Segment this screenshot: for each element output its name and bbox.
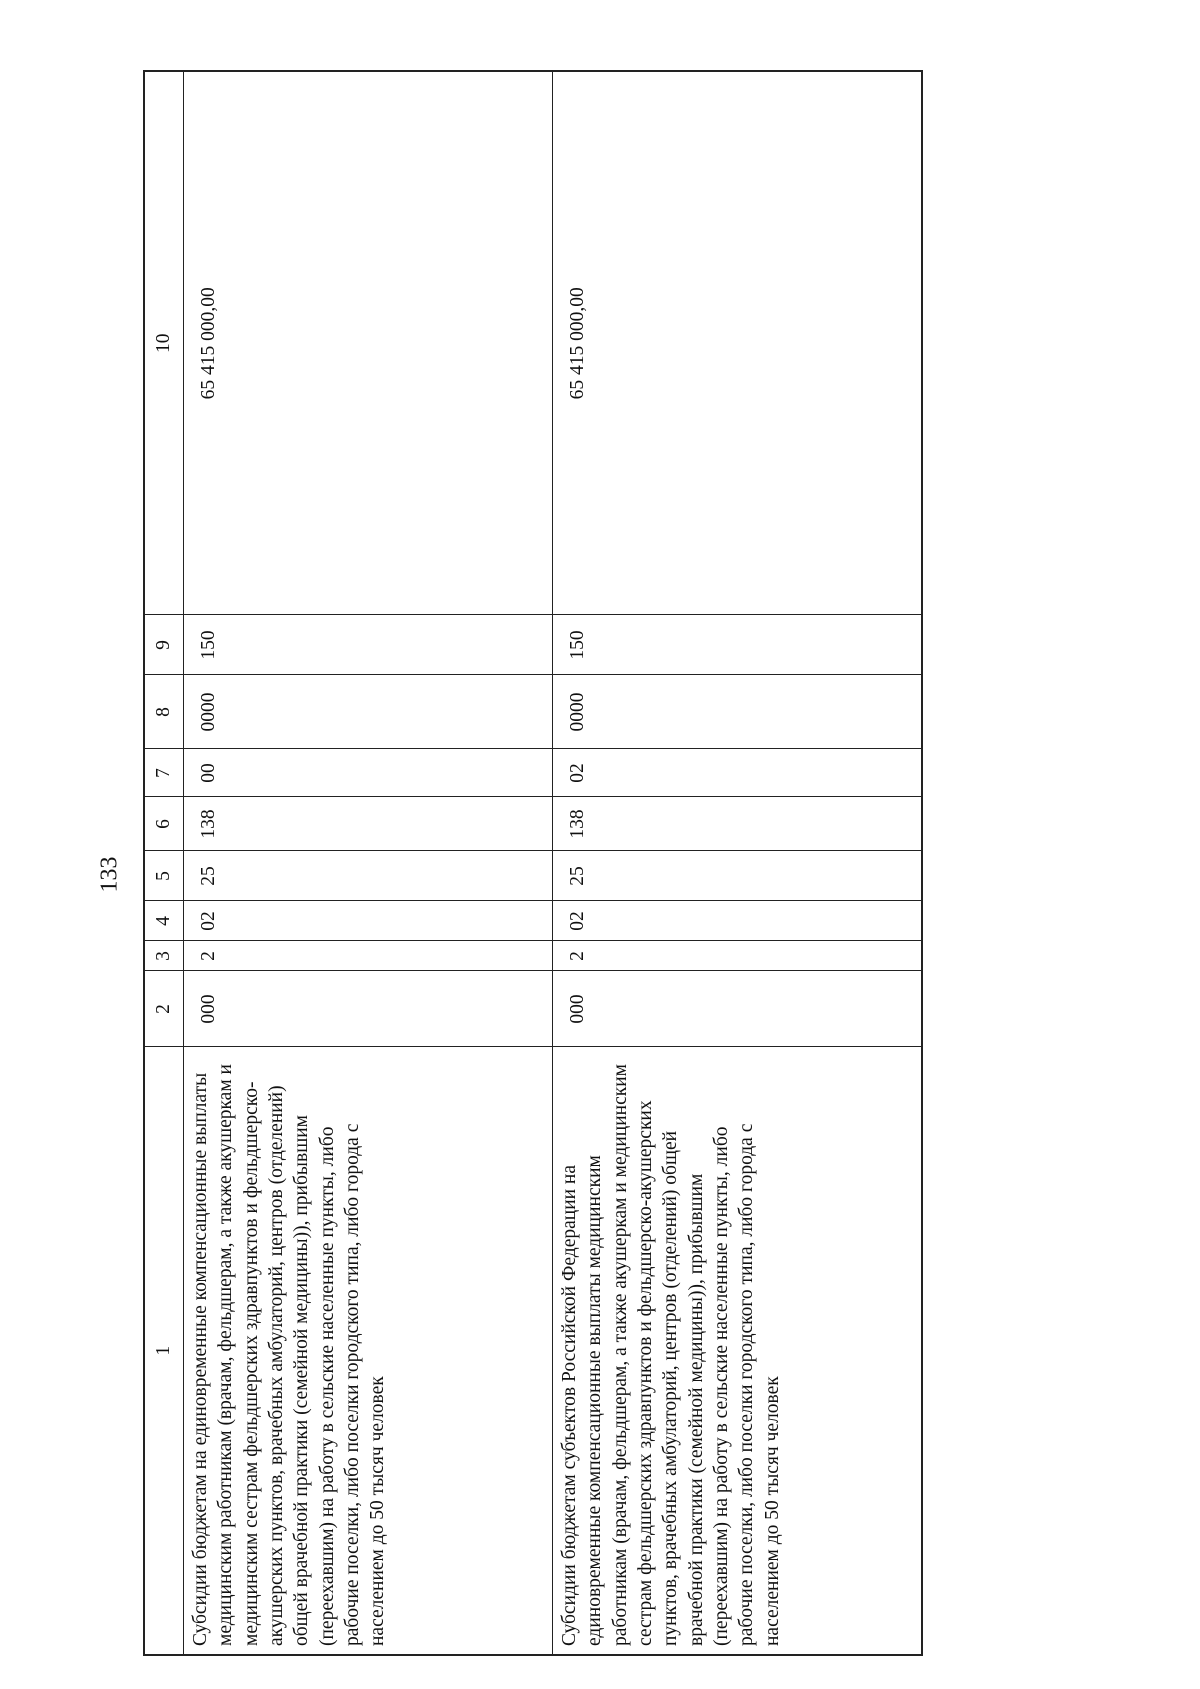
code-cell-3: 2: [184, 941, 553, 971]
budget-table-wrap: [143, 72, 919, 1656]
code-cell-8: 0000: [553, 675, 922, 749]
table-row: [184, 71, 553, 1655]
column-header-2: 2: [144, 971, 184, 1047]
code-cell-9: 150: [553, 615, 922, 675]
code-cell-4: 02: [184, 901, 553, 941]
row-description: Субсидии бюджетам на единовременные компенсационные выплаты медицинским работникам (врачам, фельдшерам, а также акушеркам и медицинским сестрам фельдшерских здравпунктов и фельдшерско-акушерских пунктов, врачебных амбулаторий, центров (отделений) общей врачебной практики (семейной медицины)), прибывшим (переехавшим) на работу в сельские населенные пункты, либо рабочие поселки, либо поселки городского типа, либо города с населением до 50 тысяч человек: [184, 1047, 553, 1655]
column-header-6: 6: [144, 797, 184, 851]
code-cell-2: 000: [553, 971, 922, 1047]
column-number-row: [144, 71, 184, 1655]
row-description: Субсидии бюджетам субъектов Российской Федерации на единовременные компенсационные выплаты медицинским работникам (врачам, фельдшерам, а также акушеркам и медицинским сестрам фельдшерских здравпунктов и фельдшерско-акушерских пунктов, врачебных амбулаторий, центров (отделений) общей врачебной практики (семейной медицины)), прибывшим (переехавшим) на работу в сельские населенные пункты, либо рабочие поселки, либо поселки городского типа, либо города с населением до 50 тысяч человек: [553, 1047, 922, 1655]
table-row: [553, 71, 922, 1655]
column-header-5: 5: [144, 851, 184, 901]
code-cell-5: 25: [184, 851, 553, 901]
column-header-9: 9: [144, 615, 184, 675]
budget-classification-table: [143, 70, 923, 1656]
code-cell-6: 138: [553, 797, 922, 851]
column-header-3: 3: [144, 941, 184, 971]
amount-cell: 65 415 000,00: [553, 71, 922, 615]
code-cell-9: 150: [184, 615, 553, 675]
code-cell-7: 00: [184, 749, 553, 797]
column-header-1: 1: [144, 1047, 184, 1655]
code-cell-2: 000: [184, 971, 553, 1047]
column-header-10: 10: [144, 71, 184, 615]
column-header-8: 8: [144, 675, 184, 749]
code-cell-8: 0000: [184, 675, 553, 749]
column-header-4: 4: [144, 901, 184, 941]
code-cell-7: 02: [553, 749, 922, 797]
column-header-7: 7: [144, 749, 184, 797]
code-cell-3: 2: [553, 941, 922, 971]
rotated-table-container: [143, 72, 919, 1656]
code-cell-5: 25: [553, 851, 922, 901]
code-cell-4: 02: [553, 901, 922, 941]
code-cell-6: 138: [184, 797, 553, 851]
page-number: 133: [96, 856, 123, 892]
amount-cell: 65 415 000,00: [184, 71, 553, 615]
